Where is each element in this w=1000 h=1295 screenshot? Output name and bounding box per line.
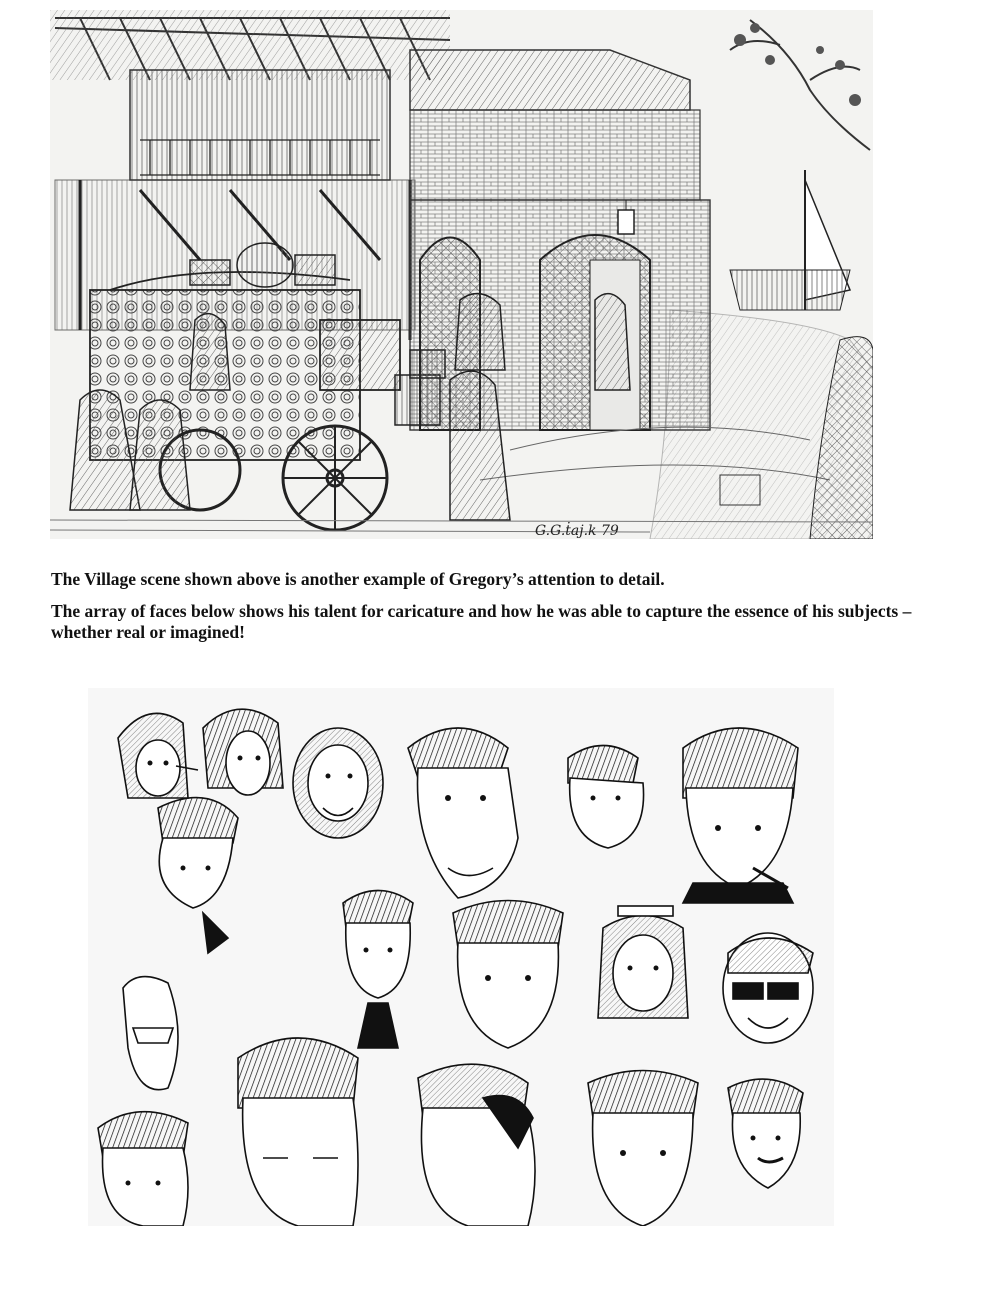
village-scene-sketch xyxy=(50,10,873,539)
artist-signature: G.G.ṫaj.k 79 xyxy=(535,523,619,539)
caricature-faces-sketch xyxy=(88,688,834,1226)
village-caption: The Village scene shown above is another example of Gregory’s attention to detail. xyxy=(51,569,665,589)
faces-caption: The array of faces below shows his talent for caricature and how he was able to capture the essence of his subjects – whether real or imagined! xyxy=(51,601,912,642)
village-scene-drawing xyxy=(50,10,873,539)
caricature-faces-drawing xyxy=(88,688,834,1226)
